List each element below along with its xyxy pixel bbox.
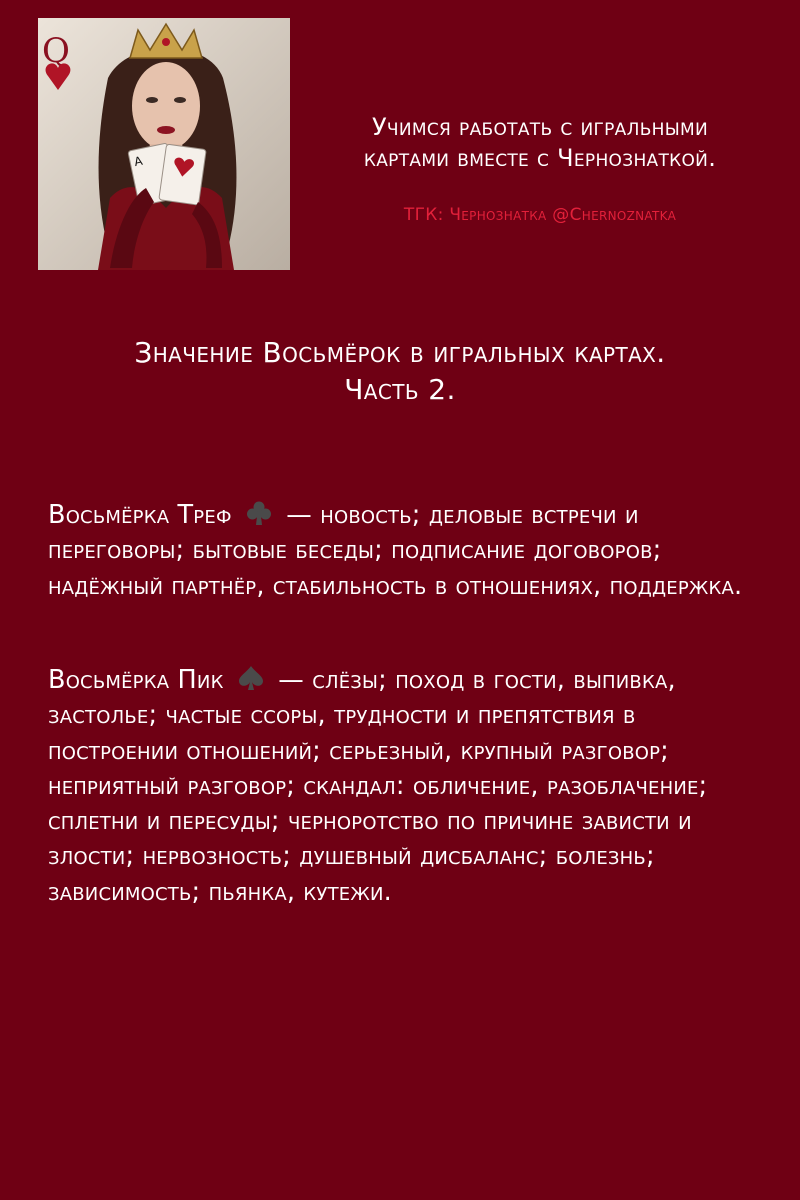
- queen-portrait-illustration: [38, 18, 290, 270]
- svg-text:Q: Q: [42, 31, 70, 71]
- title-line-2: Часть 2.: [344, 373, 456, 406]
- card-name-clubs: Восьмёрка Треф: [48, 500, 232, 530]
- svg-text:A: A: [132, 153, 144, 170]
- queen-portrait-image: [38, 18, 290, 270]
- channel-handle: ТГК: Чернознатка @Chernoznatka: [403, 205, 677, 225]
- tagline-line-2: картами вместе с Чернознаткой.: [363, 144, 717, 172]
- page-title: [20, 334, 780, 408]
- card-text-spades: — слёзы; поход в гости, выпивка, застолье; частые ссоры, трудности и препятствия в построении отношений; серьезный, крупный разговор; неприятный разговор; скандал: обличение, разоблачение; сплетни и пересуды; черноротство по причине зависти и злости; нервозность; душевный дисбаланс; болезнь; зависимость; пьянка, кутежи.: [48, 665, 708, 907]
- card-meaning-spades: [48, 663, 768, 910]
- card-text-clubs: — новость; деловые встречи и переговоры; бытовые беседы; подписание договоров; надёжный партнёр, стабильность в отношениях, поддержка.: [48, 500, 743, 601]
- club-icon: [244, 500, 274, 526]
- card-name-spades: Восьмёрка Пик: [48, 665, 224, 695]
- tagline-line-1: Учимся работать с игральными: [371, 113, 709, 141]
- title-line-1: Значение Восьмёрок в игральных картах.: [134, 336, 666, 369]
- card-meaning-clubs: [48, 498, 768, 604]
- spade-icon: [236, 665, 266, 691]
- tagline: [305, 112, 775, 174]
